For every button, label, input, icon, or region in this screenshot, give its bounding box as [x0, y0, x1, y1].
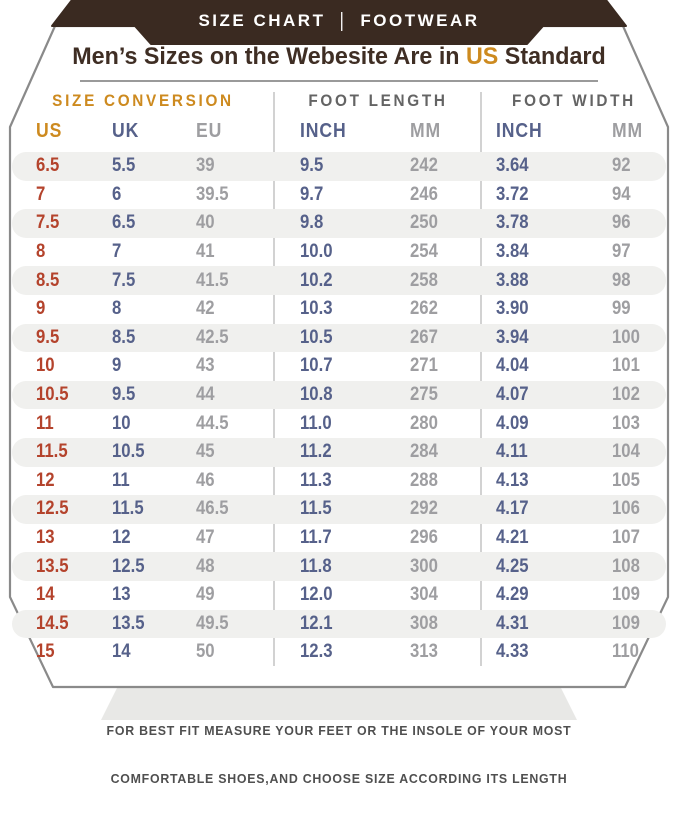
cell-width-mm: 105 [612, 469, 640, 491]
cell-width-mm: 99 [612, 298, 631, 320]
cell-eu: 48 [196, 555, 215, 577]
cell-width-inch: 4.33 [496, 641, 529, 663]
cell-width-inch: 4.07 [496, 384, 529, 406]
table-row [12, 610, 666, 639]
cell-length-inch: 9.5 [300, 155, 324, 177]
cell-width-mm: 108 [612, 555, 640, 577]
cell-width-mm: 106 [612, 498, 640, 520]
cell-length-mm: 267 [410, 326, 438, 348]
cell-length-inch: 11.8 [300, 555, 332, 577]
banner-title-left: SIZE CHART [198, 11, 326, 30]
cell-eu: 50 [196, 641, 215, 663]
cell-uk: 6.5 [112, 212, 136, 234]
cell-us: 13 [36, 527, 55, 549]
cell-length-inch: 11.2 [300, 441, 332, 463]
cell-length-inch: 11.5 [300, 498, 332, 520]
cell-length-inch: 12.0 [300, 584, 333, 606]
group-header-row [12, 90, 666, 112]
cell-eu: 40 [196, 212, 215, 234]
table-row [12, 381, 666, 410]
banner-separator: | [339, 9, 347, 32]
cell-length-mm: 300 [410, 555, 438, 577]
cell-uk: 9.5 [112, 384, 136, 406]
cell-length-inch: 10.3 [300, 298, 333, 320]
banner-title-right: FOOTWEAR [360, 11, 480, 30]
col-header-eu: EU [196, 120, 223, 142]
sub-header-row [12, 113, 666, 150]
cell-us: 12 [36, 469, 55, 491]
cell-us: 6.5 [36, 155, 60, 177]
title-divider [80, 80, 598, 82]
cell-length-inch: 9.7 [300, 183, 324, 205]
cell-us: 12.5 [36, 498, 69, 520]
cell-width-inch: 4.29 [496, 584, 529, 606]
cell-us: 7 [36, 183, 46, 205]
col-header-uk: UK [112, 120, 140, 142]
cell-width-mm: 109 [612, 584, 640, 606]
cell-length-mm: 275 [410, 384, 438, 406]
cell-length-inch: 9.8 [300, 212, 324, 234]
cell-length-mm: 313 [410, 641, 438, 663]
cell-width-inch: 3.64 [496, 155, 529, 177]
cell-us: 13.5 [36, 555, 69, 577]
cell-length-inch: 12.3 [300, 641, 333, 663]
cell-eu: 45 [196, 441, 215, 463]
cell-eu: 39.5 [196, 183, 229, 205]
cell-width-inch: 3.84 [496, 241, 529, 263]
cell-uk: 10 [112, 412, 131, 434]
cell-length-mm: 280 [410, 412, 438, 434]
cell-uk: 6 [112, 183, 122, 205]
cell-length-inch: 11.0 [300, 412, 332, 434]
table-row [12, 409, 666, 438]
cell-length-mm: 308 [410, 612, 438, 634]
page-title [10, 41, 668, 73]
banner-title [151, 2, 527, 40]
cell-width-mm: 103 [612, 412, 640, 434]
cell-eu: 46 [196, 469, 215, 491]
col-header-width-mm: MM [612, 120, 644, 142]
cell-length-mm: 254 [410, 241, 438, 263]
cell-us: 8 [36, 241, 46, 263]
cell-eu: 43 [196, 355, 215, 377]
table-row [12, 552, 666, 581]
footer-note [17, 691, 661, 819]
cell-width-mm: 92 [612, 155, 631, 177]
page-title-accent: US [465, 43, 499, 70]
cell-uk: 11.5 [112, 498, 144, 520]
cell-uk: 10.5 [112, 441, 145, 463]
cell-us: 9 [36, 298, 46, 320]
cell-uk: 14 [112, 641, 131, 663]
table-row [12, 295, 666, 324]
cell-length-inch: 11.7 [300, 527, 332, 549]
table-row [12, 467, 666, 496]
cell-width-inch: 4.31 [496, 612, 529, 634]
cell-length-mm: 288 [410, 469, 438, 491]
cell-width-mm: 100 [612, 326, 640, 348]
cell-width-mm: 97 [612, 241, 631, 263]
table-row [12, 495, 666, 524]
cell-us: 14 [36, 584, 55, 606]
cell-width-mm: 101 [612, 355, 640, 377]
cell-length-inch: 10.7 [300, 355, 333, 377]
cell-width-inch: 4.17 [496, 498, 529, 520]
cell-eu: 47 [196, 527, 215, 549]
col-header-length-inch: INCH [300, 120, 347, 142]
cell-uk: 5.5 [112, 155, 136, 177]
cell-width-inch: 3.90 [496, 298, 529, 320]
cell-length-mm: 250 [410, 212, 438, 234]
col-header-length-mm: MM [410, 120, 442, 142]
cell-eu: 49.5 [196, 612, 229, 634]
cell-uk: 12.5 [112, 555, 145, 577]
cell-us: 10 [36, 355, 55, 377]
cell-length-mm: 262 [410, 298, 438, 320]
cell-us: 11 [36, 412, 54, 434]
col-header-width-inch: INCH [496, 120, 543, 142]
cell-length-inch: 10.2 [300, 269, 333, 291]
footer-note-line1: FOR BEST FIT MEASURE YOUR FEET OR THE INSOLE OF YOUR MOST [106, 723, 572, 738]
group-header-foot-length: FOOT LENGTH [308, 91, 448, 110]
cell-us: 7.5 [36, 212, 60, 234]
cell-us: 10.5 [36, 384, 69, 406]
cell-length-inch: 12.1 [300, 612, 333, 634]
cell-eu: 44 [196, 384, 215, 406]
cell-eu: 41.5 [196, 269, 229, 291]
cell-eu: 44.5 [196, 412, 229, 434]
cell-width-inch: 3.72 [496, 183, 529, 205]
cell-length-mm: 304 [410, 584, 438, 606]
cell-length-mm: 271 [410, 355, 438, 377]
table-row [12, 352, 666, 381]
cell-width-mm: 94 [612, 183, 631, 205]
page-title-suffix: Standard [498, 43, 606, 70]
cell-us: 11.5 [36, 441, 68, 463]
cell-width-inch: 4.11 [496, 441, 528, 463]
cell-uk: 11 [112, 469, 130, 491]
cell-eu: 42 [196, 298, 215, 320]
table-row [12, 324, 666, 353]
cell-width-mm: 110 [612, 641, 639, 663]
table-row [12, 181, 666, 210]
cell-length-mm: 292 [410, 498, 438, 520]
table-row [12, 266, 666, 295]
cell-width-mm: 107 [612, 527, 640, 549]
table-row [12, 152, 666, 181]
table-row [12, 524, 666, 553]
table-row [12, 438, 666, 467]
cell-uk: 8.5 [112, 326, 136, 348]
cell-length-mm: 242 [410, 155, 438, 177]
cell-width-inch: 4.13 [496, 469, 529, 491]
cell-us: 9.5 [36, 326, 60, 348]
cell-uk: 9 [112, 355, 122, 377]
cell-width-inch: 4.04 [496, 355, 529, 377]
cell-width-inch: 4.21 [496, 527, 529, 549]
page-title-prefix: Men’s Sizes on the Webesite Are in [72, 43, 466, 70]
table-row [12, 238, 666, 267]
cell-width-inch: 3.94 [496, 326, 529, 348]
cell-us: 15 [36, 641, 55, 663]
cell-length-inch: 11.3 [300, 469, 332, 491]
cell-eu: 46.5 [196, 498, 229, 520]
cell-width-inch: 4.09 [496, 412, 529, 434]
cell-us: 14.5 [36, 612, 69, 634]
cell-eu: 41 [196, 241, 215, 263]
cell-width-inch: 4.25 [496, 555, 529, 577]
cell-eu: 39 [196, 155, 215, 177]
group-header-size-conversion: SIZE CONVERSION [52, 91, 234, 110]
cell-length-mm: 258 [410, 269, 438, 291]
cell-uk: 8 [112, 298, 122, 320]
cell-width-inch: 3.88 [496, 269, 529, 291]
cell-us: 8.5 [36, 269, 60, 291]
cell-length-mm: 246 [410, 183, 438, 205]
cell-width-inch: 3.78 [496, 212, 529, 234]
table-body [12, 152, 666, 667]
table-row [12, 638, 666, 667]
cell-eu: 42.5 [196, 326, 229, 348]
cell-width-mm: 104 [612, 441, 640, 463]
cell-length-inch: 10.0 [300, 241, 333, 263]
cell-width-mm: 96 [612, 212, 631, 234]
cell-uk: 12 [112, 527, 131, 549]
cell-eu: 49 [196, 584, 215, 606]
cell-length-mm: 284 [410, 441, 438, 463]
cell-width-mm: 102 [612, 384, 640, 406]
col-header-us: US [36, 120, 63, 142]
cell-width-mm: 98 [612, 269, 631, 291]
cell-length-mm: 296 [410, 527, 438, 549]
cell-width-mm: 109 [612, 612, 640, 634]
table-row [12, 581, 666, 610]
cell-length-inch: 10.8 [300, 384, 333, 406]
cell-uk: 7.5 [112, 269, 136, 291]
table-row [12, 209, 666, 238]
cell-length-inch: 10.5 [300, 326, 333, 348]
group-header-foot-width: FOOT WIDTH [512, 91, 636, 110]
cell-uk: 13 [112, 584, 131, 606]
cell-uk: 13.5 [112, 612, 145, 634]
footer-note-line2: COMFORTABLE SHOES,AND CHOOSE SIZE ACCORDING ITS LENGTH [110, 771, 568, 786]
cell-uk: 7 [112, 241, 122, 263]
